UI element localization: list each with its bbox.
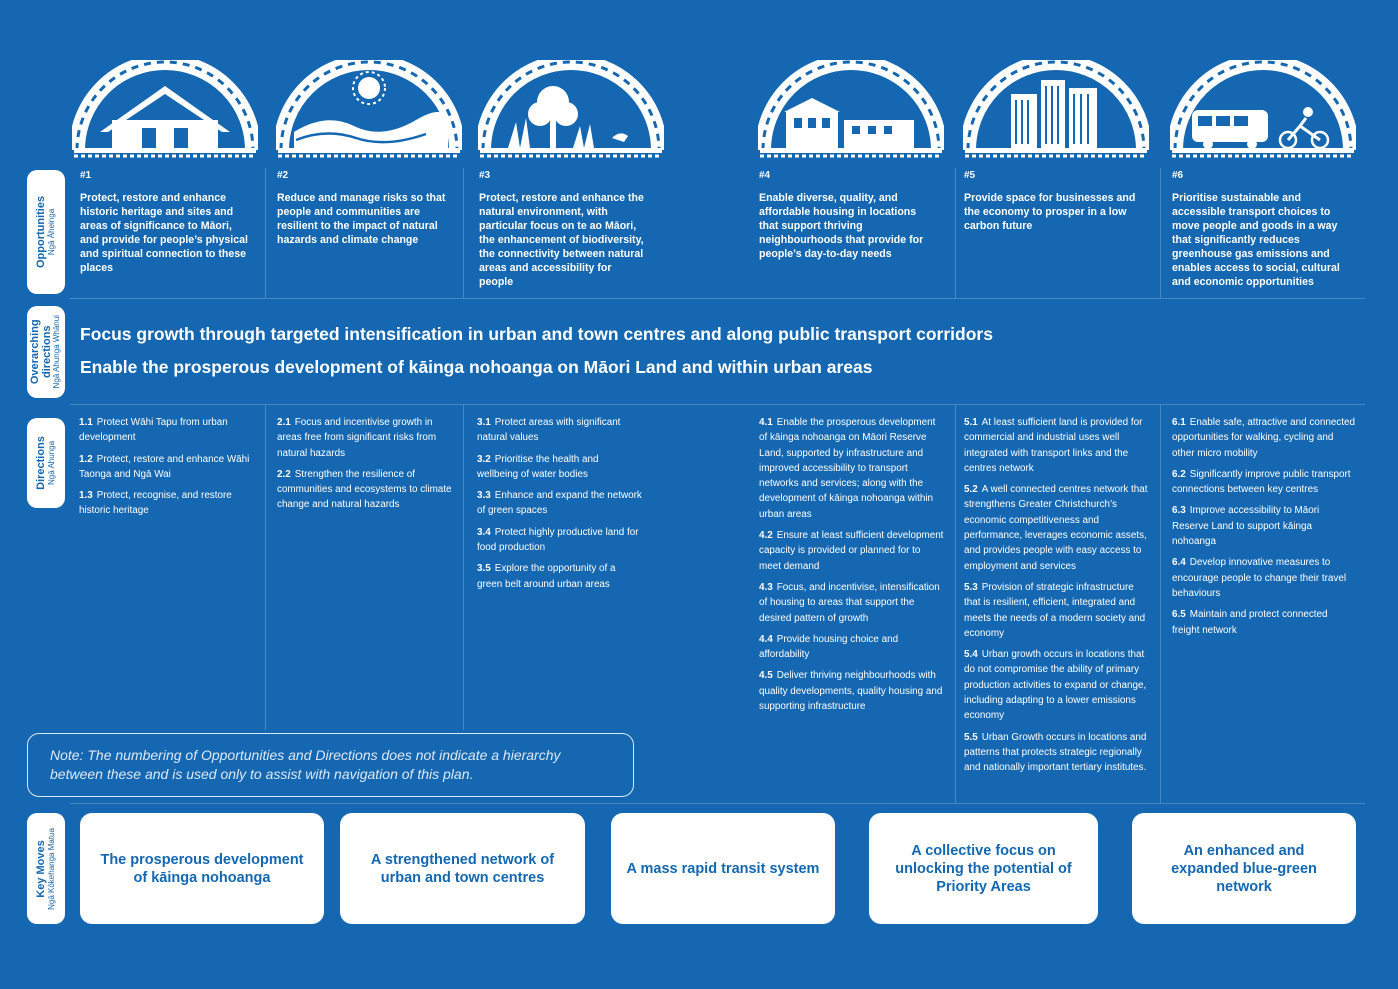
direction-text: Improve accessibility to Māori Reserve Land to support kāinga nohoanga [1172,505,1320,548]
direction-number: 3.2 [477,453,491,465]
direction-text: Protect, restore and enhance Wāhi Taonga and Ngā Wai [79,453,250,480]
housing-icon [758,60,944,160]
direction-text: Significantly improve public transport connections between key centres [1172,468,1351,496]
direction-number: 3.3 [477,490,491,502]
direction-text: Prioritise the health and wellbeing of water bodies [477,453,599,480]
key-move-1: The prosperous development of kāinga nohoanga [80,813,324,924]
directions-tab [27,418,65,508]
direction-text: Deliver thriving neighbourhoods with quality developments, quality housing and supporting infrastructure [759,670,943,713]
key-move-4: A collective focus on unlocking the potential of Priority Areas [869,813,1098,924]
key-move-5: An enhanced and expanded blue-green network [1132,813,1356,924]
directions-col-2 [277,415,455,519]
direction-number: 4.3 [759,581,773,593]
direction-item [759,528,945,574]
direction-text: Focus, and incentivise, intensification of housing to areas that support the desired pattern of growth [759,581,940,624]
direction-text: Strengthen the resilience of communities and ecosystems to climate change and natural hazards [277,468,452,511]
direction-item [277,415,455,461]
direction-item [1172,467,1356,498]
direction-number: 3.1 [477,417,491,428]
direction-item [79,488,251,519]
direction-text: Enhance and expand the network of green spaces [477,490,642,517]
direction-number: 2.2 [277,468,291,480]
direction-number: 5.3 [964,581,978,593]
direction-text: Ensure at least sufficient development capacity is provided or planned for to meet demand [759,530,944,572]
direction-number: 4.2 [759,530,773,542]
direction-number: 4.5 [759,670,773,682]
direction-number: 5.1 [964,417,978,428]
directions-tab-label: Directions [35,436,48,490]
numbering-note: Note: The numbering of Opportunities and Directions does not indicate a hierarchy between these and is used only to assist with navigation of this plan. [27,733,634,797]
opportunity-6 [1172,170,1356,289]
wharenui-icon [72,60,258,160]
direction-item [477,452,642,483]
direction-number: 5.2 [964,484,978,496]
direction-number: 4.1 [759,417,773,428]
direction-text: Protect Wāhi Tapu from urban development [79,417,228,444]
directions-col-6 [1172,415,1356,644]
direction-text: Explore the opportunity of a green belt around urban areas [477,563,616,590]
overarching-tab [27,306,65,398]
directions-col-4 [759,415,945,720]
direction-item [964,730,1152,776]
direction-number: 1.1 [79,417,93,428]
direction-item [477,415,642,446]
direction-text: Urban growth occurs in locations that do not compromise the ability of primary production activities to expand or change, including adapting to a lower emissions economy [964,649,1147,722]
direction-item [759,668,945,714]
opportunity-text: Protect, restore and enhance historic heritage and sites and areas of significance to Māori, and provide for people’s physical and spiritual connection to these places [80,192,248,274]
direction-text: Enable the prosperous development of kāinga nohoanga on Māori Reserve Land, supported by infrastructure and improved accessibility to transport networks and services; along with the development of kāinga nohoanga within urban areas [759,417,936,520]
key-moves-tab-sublabel: Ngā Kōkehanga Matua [46,827,56,910]
direction-item [964,415,1152,476]
direction-text: Enable safe, attractive and connected opportunities for walking, cycling and other micro mobility [1172,417,1355,459]
direction-number: 6.4 [1172,557,1186,569]
overarching-tab-sublabel: Ngā Ahunga Whānui [52,315,62,389]
overarching-tab-label-1: Overarching [29,319,42,385]
direction-text: Protect, recognise, and restore historic heritage [79,490,232,517]
direction-item [477,488,642,519]
directions-tab-sublabel: Ngā Ahunga [46,440,56,486]
direction-item [759,580,945,626]
direction-text: Protect areas with significant natural values [477,417,621,444]
direction-text: Maintain and protect connected freight network [1172,609,1328,636]
opportunities-tab-sublabel: Ngā Āheinga [46,208,56,256]
direction-number: 6.3 [1172,505,1186,517]
opportunity-1 [80,170,252,275]
directions-col-3 [477,415,642,598]
overarching-direction-1: Focus growth through targeted intensification in urban and town centres and along public transport corridors [80,324,993,344]
opportunities-tab-label: Opportunities [35,195,48,269]
directions-col-1 [79,415,251,525]
direction-text: At least sufficient land is provided for commercial and industrial uses well integrated with transport links and the centres network [964,417,1143,474]
direction-text: Provide housing choice and affordability [759,633,899,661]
opportunity-number: #4 [759,170,771,181]
direction-item [1172,607,1356,638]
direction-number: 1.2 [79,453,93,465]
opportunity-4 [759,170,931,261]
direction-number: 5.4 [964,649,978,661]
tree-bird-icon [478,60,664,160]
direction-number: 4.4 [759,633,773,645]
direction-item [1172,555,1356,601]
direction-number: 3.4 [477,526,491,538]
direction-item [477,561,642,592]
direction-text: Urban Growth occurs in locations and patterns that protects strategic regionally and nationally important tertiary institutes. [964,731,1147,774]
overarching-direction-2: Enable the prosperous development of kāinga nohoanga on Māori Land and within urban areas [80,357,873,377]
opportunities-tab [27,170,65,294]
opportunity-text: Prioritise sustainable and accessible transport choices to move people and goods in a way that significantly reduces greenhouse gas emissions and enables access to social, cultural and economic opportunities [1172,192,1340,288]
direction-item [477,525,642,556]
direction-item [1172,503,1356,549]
direction-item [79,452,251,483]
direction-item [964,580,1152,641]
opportunity-text: Enable diverse, quality, and affordable housing in locations that support thriving neighbourhoods that provide for people’s day-to-day needs [759,192,924,260]
opportunity-5 [964,170,1142,233]
direction-number: 2.1 [277,417,291,428]
opportunity-text: Protect, restore and enhance the natural environment, with particular focus on te ao Māori, the enhancement of biodiversity, the connectivity between natural areas and accessibility for people [479,192,644,288]
opportunity-2 [277,170,457,247]
direction-item [759,415,945,522]
key-move-3: A mass rapid transit system [611,813,835,924]
direction-item [79,415,251,446]
direction-number: 6.1 [1172,417,1186,428]
direction-item [964,647,1152,723]
directions-col-5 [964,415,1152,782]
opportunity-number: #2 [277,170,289,181]
opportunity-number: #6 [1172,170,1184,181]
direction-text: A well connected centres network that strengthens Greater Christchurch’s economic competitiveness and performance, leverages economic assets, and provides people with easy access to employment and services [964,484,1148,572]
opportunity-number: #5 [964,170,976,181]
direction-number: 6.2 [1172,468,1186,480]
opportunity-number: #3 [479,170,491,181]
direction-number: 6.5 [1172,609,1186,621]
key-move-2: A strengthened network of urban and town centres [340,813,585,924]
bus-cyclist-icon [1170,60,1356,160]
opportunity-number: #1 [80,170,92,181]
direction-text: Focus and incentivise growth in areas free from significant risks from natural hazards [277,417,437,459]
office-buildings-icon [963,60,1149,160]
direction-number: 5.5 [964,731,978,743]
key-moves-tab [27,813,65,924]
opportunity-3 [479,170,647,289]
direction-text: Develop innovative measures to encourage people to change their travel behaviours [1172,557,1347,599]
direction-text: Protect highly productive land for food production [477,526,639,554]
direction-item [964,482,1152,574]
opportunity-text: Provide space for businesses and the economy to prosper in a low carbon future [964,192,1136,232]
waves-sun-icon [276,60,462,160]
direction-text: Provision of strategic infrastructure that is resilient, efficient, integrated and meets the needs of a modern society and economy [964,581,1146,639]
direction-number: 1.3 [79,490,93,502]
key-moves-tab-label: Key Moves [35,839,48,898]
direction-item [759,632,945,663]
overarching-tab-label-2: directions [40,325,53,379]
direction-item [1172,415,1356,461]
opportunity-text: Reduce and manage risks so that people and communities are resilient to the impact of natural hazards and climate change [277,192,446,246]
direction-number: 3.5 [477,563,491,575]
direction-item [277,467,455,513]
